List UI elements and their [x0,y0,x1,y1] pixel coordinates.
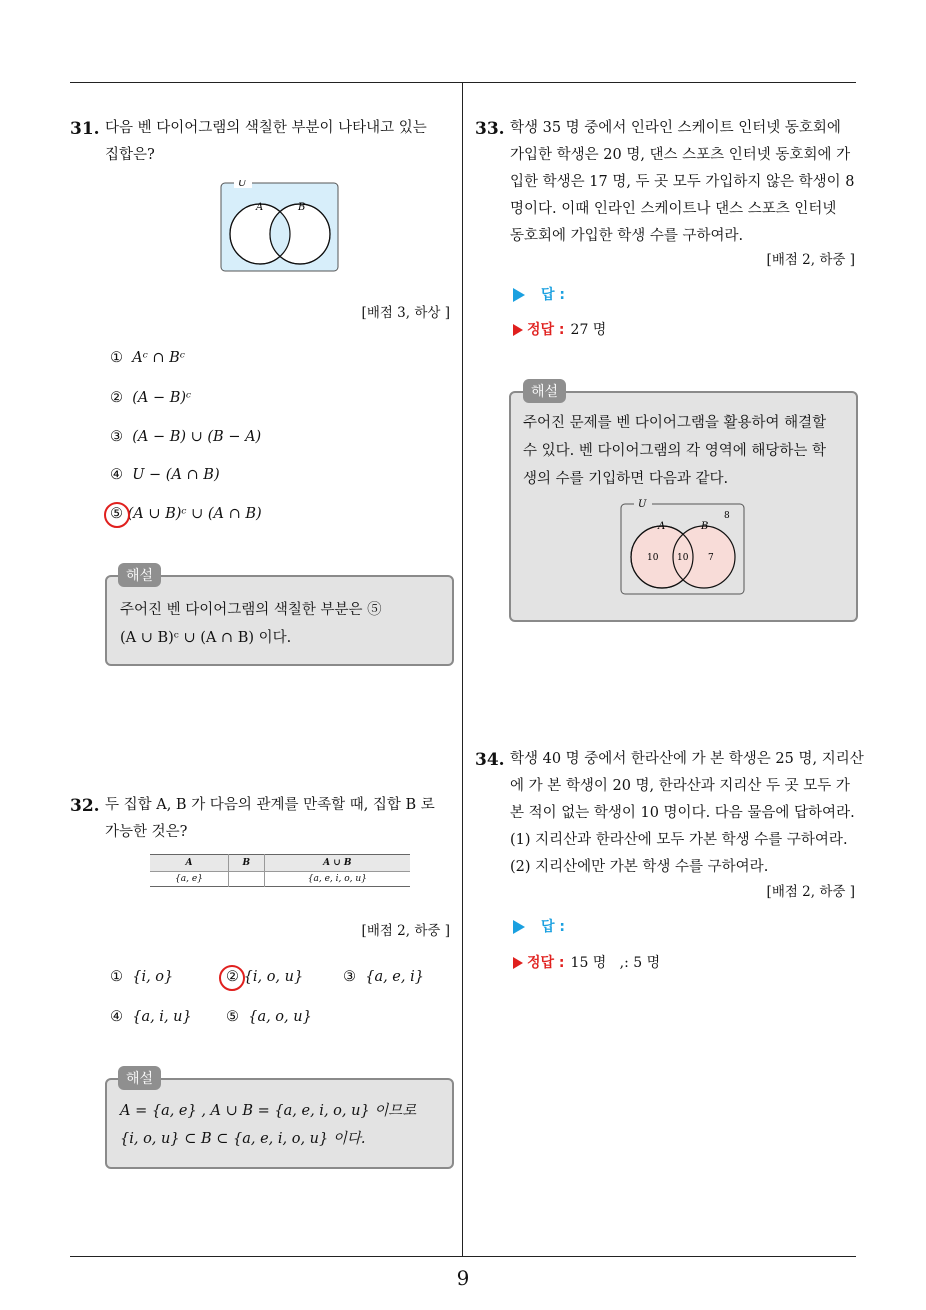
solution-line: A = {a, e} , A ∪ B = {a, e, i, o, u} 이므로 [120,1103,417,1119]
q32-line: 두 집합 A, B 가 다음의 관계를 만족할 때, 집합 B 로 [105,797,435,813]
table-header: A ∪ B [264,855,410,872]
solution-line: (A ∪ B)ᶜ ∪ (A ∩ B) 이다. [120,630,292,646]
answer-arrow-icon [513,288,525,302]
option-number: ③ [343,969,356,985]
q34-line: 학생 40 명 중에서 한라산에 가 본 학생은 25 명, 지리산 [510,751,864,767]
venn-a-only-count: 10 [647,553,659,563]
q34-number: 34. [475,750,505,770]
q31-line: 다음 벤 다이어그램의 색칠한 부분이 나타내고 있는 [105,120,427,136]
q32-solution-text [120,1097,445,1153]
q31-option-1[interactable] [110,350,185,366]
q32-text [105,792,435,846]
q32-relation-table [150,854,410,887]
q33-correct-row [513,319,606,339]
option-text: {i, o, u} [243,969,304,985]
option-number: ③ [110,429,123,445]
option-number: ① [110,350,123,366]
venn-label-a: A [658,521,666,532]
q33-solution-tag: 해설 [523,379,566,403]
q31-option-2[interactable] [110,390,191,406]
q33-text [510,115,855,250]
venn-label-a: A [256,202,264,213]
q34-line: 본 적이 없는 학생이 10 명이다. 다음 물음에 답하여라. [510,805,855,821]
q34-text [510,746,864,881]
table-cell: {a, e, i, o, u} [264,872,410,887]
q32-line: 가능한 것은? [105,824,188,840]
option-text: (A ∪ B)ᶜ ∪ (A ∩ B) [127,506,262,522]
q32-option-3[interactable] [343,969,424,985]
q33-line: 가입한 학생은 20 명, 댄스 스포츠 인터넷 동호회에 가 [510,147,851,163]
bottom-rule [70,1256,856,1257]
option-number: ① [110,969,123,985]
table-cell: {a, e} [150,872,228,887]
q33-answer-row[interactable] [513,284,565,304]
q31-score: [배점 3, 하상 ] [361,305,450,321]
option-text: {a, e, i} [365,969,424,985]
correct-value: 15 명 ,: 5 명 [570,955,661,971]
q33-number: 33. [475,119,505,139]
answer-circle-mark [104,502,130,528]
table-header: B [228,855,264,872]
correct-arrow-icon [513,957,523,969]
answer-circle-mark [219,965,245,991]
top-rule [70,82,856,83]
q31-text [105,115,427,169]
answer-label: 답 : [541,919,565,935]
option-number: ② [226,969,239,985]
q33-line: 동호회에 가입한 학생 수를 구하여라. [510,228,744,244]
q32-option-4[interactable] [110,1009,192,1025]
correct-label: 정답 : [527,322,565,338]
solution-line: 주어진 벤 다이어그램의 색칠한 부분은 ⑤ [120,602,382,618]
q31-line: 집합은? [105,147,155,163]
q32-score: [배점 2, 하중 ] [361,923,450,939]
q33-line: 학생 35 명 중에서 인라인 스케이트 인터넷 동호회에 [510,120,841,136]
option-number: ⑤ [110,506,123,522]
column-divider [462,83,463,1256]
correct-value: 27 명 [570,322,607,338]
q31-option-4[interactable] [110,467,220,483]
table-cell [228,872,264,887]
solution-line: 생의 수를 기입하면 다음과 같다. [523,471,729,487]
venn-label-u: U [638,499,647,510]
q33-score: [배점 2, 하중 ] [766,252,855,268]
option-number: ② [110,390,123,406]
q31-venn-diagram [220,180,340,274]
q32-option-1[interactable] [110,969,173,985]
q33-line: 입한 학생은 17 명, 두 곳 모두 가입하지 않은 학생이 8 [510,174,855,190]
q31-option-5[interactable] [110,506,262,522]
venn-b-only-count: 7 [708,553,714,563]
venn-label-u: U [238,180,247,189]
option-text: (A − B) ∪ (B − A) [132,429,262,445]
q34-line: 에 가 본 학생이 20 명, 한라산과 지리산 두 곳 모두 가 [510,778,850,794]
solution-line: 주어진 문제를 벤 다이어그램을 활용하여 해결할 [523,415,827,431]
q33-line: 명이다. 이때 인라인 스케이트나 댄스 스포츠 인터넷 [510,201,837,217]
venn-label-b: B [701,521,709,532]
venn-both-count: 10 [677,553,689,563]
option-text: Aᶜ ∩ Bᶜ [132,350,185,366]
q34-line: (1) 지리산과 한라산에 모두 가본 학생 수를 구하여라. [510,832,848,848]
option-number: ④ [110,467,123,483]
option-number: ⑤ [226,1009,239,1025]
option-text: U − (A ∩ B) [132,467,220,483]
option-text: {a, i, u} [132,1009,192,1025]
option-text: {i, o} [132,969,174,985]
answer-arrow-icon [513,920,525,934]
q32-solution-tag: 해설 [118,1066,161,1090]
answer-label: 답 : [541,287,565,303]
option-text: (A − B)ᶜ [132,390,192,406]
option-number: ④ [110,1009,123,1025]
q31-number: 31. [70,119,100,139]
q34-correct-row [513,952,660,972]
table-header: A [150,855,228,872]
solution-line: 수 있다. 벤 다이어그램의 각 영역에 해당하는 학 [523,443,827,459]
venn-label-b: B [298,202,306,213]
correct-label: 정답 : [527,955,565,971]
page-number: 9 [456,1266,470,1290]
q31-solution-text [120,596,445,652]
solution-line: {i, o, u} ⊂ B ⊂ {a, e, i, o, u} 이다. [120,1131,366,1147]
q32-option-5[interactable] [226,1009,312,1025]
q31-option-3[interactable] [110,429,261,445]
q33-venn-diagram [620,497,746,597]
correct-arrow-icon [513,324,523,336]
q31-solution-tag: 해설 [118,563,161,587]
q33-solution-text [523,409,848,493]
q34-answer-row[interactable] [513,916,565,936]
option-text: {a, o, u} [248,1009,312,1025]
q34-score: [배점 2, 하중 ] [766,884,855,900]
q34-line: (2) 지리산에만 가본 학생 수를 구하여라. [510,859,769,875]
venn-outside-count: 8 [724,511,730,521]
q32-number: 32. [70,796,100,816]
